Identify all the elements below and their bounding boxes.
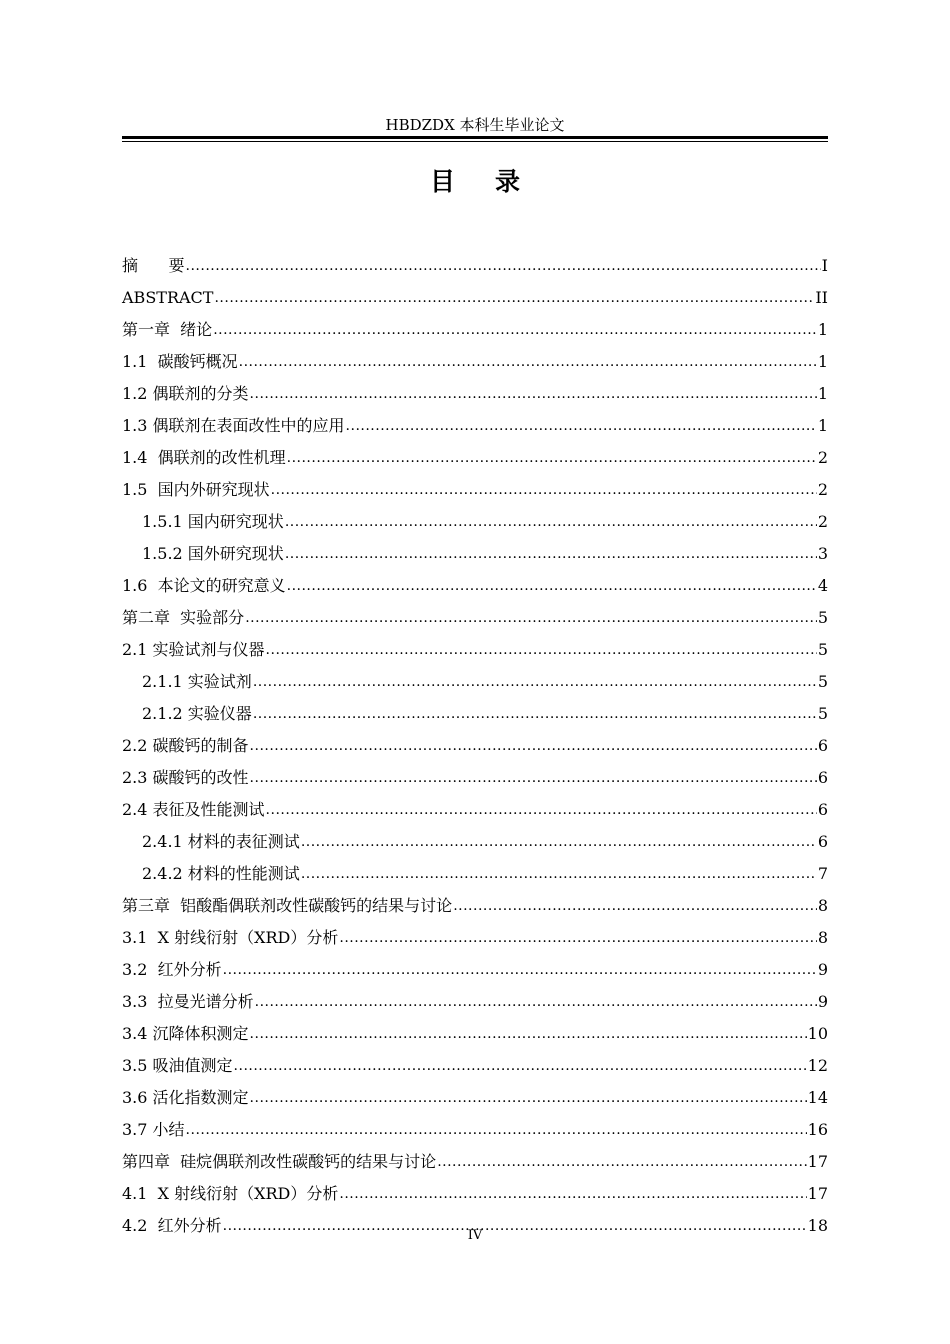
toc-dot-leader bbox=[339, 1184, 806, 1204]
toc-dot-leader bbox=[301, 832, 817, 852]
toc-entry-title: 3.7 小结 bbox=[122, 1120, 185, 1139]
toc-entry[interactable] bbox=[122, 724, 828, 756]
toc-entry-title: 3.6 活化指数测定 bbox=[122, 1088, 249, 1107]
toc-entry-page: 9 bbox=[817, 960, 828, 979]
running-header: HBDZDX 本科生毕业论文 bbox=[385, 116, 565, 134]
toc-entry-page: II bbox=[815, 288, 828, 307]
toc-entry-page: 6 bbox=[817, 832, 828, 851]
toc-entry-title: 2.2 碳酸钙的制备 bbox=[122, 736, 249, 755]
toc-entry-page: 14 bbox=[807, 1088, 828, 1107]
toc-entry-page: 17 bbox=[807, 1184, 828, 1203]
toc-entry[interactable] bbox=[122, 500, 828, 532]
toc-dot-leader bbox=[250, 384, 817, 404]
toc-dot-leader bbox=[250, 1088, 807, 1108]
toc-dot-leader bbox=[186, 1120, 807, 1140]
toc-dot-leader bbox=[234, 1056, 807, 1076]
toc-entry-title: 第三章 铝酸酯偶联剂改性碳酸钙的结果与讨论 bbox=[122, 896, 453, 915]
toc-entry-page: 1 bbox=[817, 352, 828, 371]
toc-entry[interactable] bbox=[122, 884, 828, 916]
toc-dot-leader bbox=[245, 608, 817, 628]
toc-entry-title: 1.2 偶联剂的分类 bbox=[122, 384, 249, 403]
toc-entry-title: ABSTRACT bbox=[122, 288, 214, 307]
toc-entry[interactable] bbox=[122, 628, 828, 660]
toc-dot-leader bbox=[214, 288, 814, 308]
toc-entry[interactable] bbox=[122, 980, 828, 1012]
toc-dot-leader bbox=[239, 352, 817, 372]
toc-entry-title: 1.6 本论文的研究意义 bbox=[122, 576, 286, 595]
toc-entry-page: 6 bbox=[817, 736, 828, 755]
toc-entry[interactable] bbox=[122, 852, 828, 884]
toc-entry[interactable] bbox=[122, 532, 828, 564]
toc-entry[interactable] bbox=[122, 276, 828, 308]
toc-entry[interactable] bbox=[122, 372, 828, 404]
toc-entry-page: 5 bbox=[817, 704, 828, 723]
toc-entry-page: 1 bbox=[817, 320, 828, 339]
page-number: IV bbox=[467, 1228, 483, 1243]
toc-entry-page: 2 bbox=[817, 448, 828, 467]
toc-dot-leader bbox=[253, 704, 817, 724]
toc-entry-page: 8 bbox=[817, 928, 828, 947]
toc-entry[interactable] bbox=[122, 1012, 828, 1044]
toc-dot-leader bbox=[339, 928, 816, 948]
toc-entry[interactable] bbox=[122, 820, 828, 852]
toc-entry[interactable] bbox=[122, 308, 828, 340]
toc-dot-leader bbox=[255, 992, 817, 1012]
toc-entry-page: 2 bbox=[817, 480, 828, 499]
toc-entry[interactable] bbox=[122, 340, 828, 372]
toc-dot-leader bbox=[285, 544, 817, 564]
toc-entry-title: 3.2 红外分析 bbox=[122, 960, 222, 979]
toc-entry[interactable] bbox=[122, 1172, 828, 1204]
toc-entry[interactable] bbox=[122, 756, 828, 788]
toc-entry[interactable] bbox=[122, 660, 828, 692]
header-rule-thin bbox=[122, 141, 828, 142]
toc-entry-page: 6 bbox=[817, 800, 828, 819]
toc-dot-leader bbox=[186, 256, 821, 276]
toc-dot-leader bbox=[250, 768, 817, 788]
toc-entry[interactable] bbox=[122, 1140, 828, 1172]
toc-entry[interactable] bbox=[122, 436, 828, 468]
toc-dot-leader bbox=[266, 800, 817, 820]
toc-entry-title: 摘 要 bbox=[122, 256, 185, 275]
toc-entry-page: I bbox=[821, 256, 828, 275]
toc-entry[interactable] bbox=[122, 404, 828, 436]
toc-entry-title: 第一章 绪论 bbox=[122, 320, 213, 339]
toc-entry[interactable] bbox=[122, 1108, 828, 1140]
toc-entry-title: 3.5 吸油值测定 bbox=[122, 1056, 233, 1075]
toc-entry-page: 12 bbox=[807, 1056, 828, 1075]
toc-entry-page: 1 bbox=[817, 416, 828, 435]
toc-entry-title: 1.1 碳酸钙概况 bbox=[122, 352, 238, 371]
toc-entry-title: 1.5.2 国外研究现状 bbox=[142, 544, 284, 563]
toc-entry-page: 4 bbox=[817, 576, 828, 595]
toc-entry-title: 1.3 偶联剂在表面改性中的应用 bbox=[122, 416, 345, 435]
toc-entry-title: 2.3 碳酸钙的改性 bbox=[122, 768, 249, 787]
toc-entry-title: 2.1 实验试剂与仪器 bbox=[122, 640, 265, 659]
toc-entry-title: 4.1 X 射线衍射（XRD）分析 bbox=[122, 1184, 339, 1203]
toc-dot-leader bbox=[250, 1024, 807, 1044]
toc-entry-title: 2.1.2 实验仪器 bbox=[142, 704, 252, 723]
toc-entry-page: 10 bbox=[807, 1024, 828, 1043]
toc-entry[interactable] bbox=[122, 468, 828, 500]
toc-entry[interactable] bbox=[122, 788, 828, 820]
toc-entry-title: 2.4.1 材料的表征测试 bbox=[142, 832, 300, 851]
toc-entry-title: 2.4 表征及性能测试 bbox=[122, 800, 265, 819]
toc-entry-page: 16 bbox=[807, 1120, 828, 1139]
toc-title: 目录 bbox=[429, 167, 560, 196]
toc-entry-page: 17 bbox=[807, 1152, 828, 1171]
toc-entry-title: 2.4.2 材料的性能测试 bbox=[142, 864, 300, 883]
toc-entry-title: 3.1 X 射线衍射（XRD）分析 bbox=[122, 928, 339, 947]
toc-entry-title: 第二章 实验部分 bbox=[122, 608, 245, 627]
toc-entry-page: 18 bbox=[807, 1216, 828, 1235]
toc-dot-leader bbox=[437, 1152, 806, 1172]
toc-entry-page: 5 bbox=[817, 608, 828, 627]
toc-dot-leader bbox=[223, 960, 817, 980]
toc-dot-leader bbox=[285, 512, 817, 532]
toc-dot-leader bbox=[250, 736, 817, 756]
toc-entry-page: 2 bbox=[817, 512, 828, 531]
toc-entry-title: 第四章 硅烷偶联剂改性碳酸钙的结果与讨论 bbox=[122, 1152, 437, 1171]
toc-entry[interactable] bbox=[122, 916, 828, 948]
toc-entry[interactable] bbox=[122, 596, 828, 628]
toc-entry[interactable] bbox=[122, 948, 828, 980]
toc-entry-title: 3.3 拉曼光谱分析 bbox=[122, 992, 254, 1011]
toc-entry-title: 4.2 红外分析 bbox=[122, 1216, 222, 1235]
toc-entry[interactable] bbox=[122, 1044, 828, 1076]
toc-entry-title: 3.4 沉降体积测定 bbox=[122, 1024, 249, 1043]
toc-entry-title: 1.4 偶联剂的改性机理 bbox=[122, 448, 286, 467]
toc-dot-leader bbox=[253, 672, 817, 692]
toc-entry-title: 2.1.1 实验试剂 bbox=[142, 672, 252, 691]
toc-entry-page: 5 bbox=[817, 640, 828, 659]
toc-list bbox=[122, 244, 828, 1236]
toc-entry[interactable] bbox=[122, 564, 828, 596]
toc-dot-leader bbox=[213, 320, 817, 340]
toc-entry-title: 1.5.1 国内研究现状 bbox=[142, 512, 284, 531]
toc-entry-page: 7 bbox=[817, 864, 828, 883]
toc-dot-leader bbox=[287, 576, 817, 596]
toc-entry-page: 5 bbox=[817, 672, 828, 691]
toc-entry[interactable] bbox=[122, 692, 828, 724]
toc-entry-page: 1 bbox=[817, 384, 828, 403]
toc-entry[interactable] bbox=[122, 244, 828, 276]
toc-dot-leader bbox=[287, 448, 817, 468]
toc-entry-page: 9 bbox=[817, 992, 828, 1011]
toc-dot-leader bbox=[301, 864, 817, 884]
toc-entry[interactable] bbox=[122, 1076, 828, 1108]
toc-dot-leader bbox=[453, 896, 817, 916]
toc-dot-leader bbox=[346, 416, 817, 436]
toc-dot-leader bbox=[271, 480, 817, 500]
toc-entry-page: 3 bbox=[817, 544, 828, 563]
toc-entry-title: 1.5 国内外研究现状 bbox=[122, 480, 270, 499]
toc-entry-page: 8 bbox=[817, 896, 828, 915]
toc-dot-leader bbox=[266, 640, 817, 660]
toc-entry-page: 6 bbox=[817, 768, 828, 787]
header-rule-thick bbox=[122, 136, 828, 139]
